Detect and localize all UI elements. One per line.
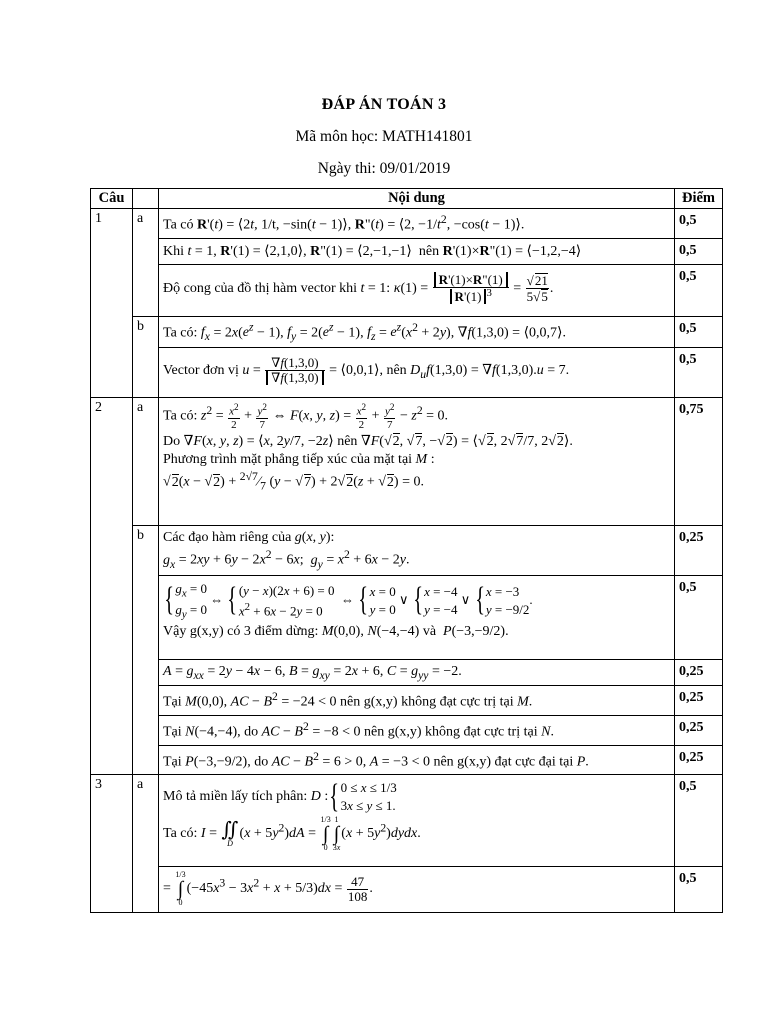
- content-cell: Mô tả miền lấy tích phân: D :{0 ≤ x ≤ 1/3 3x ≤ y ≤ 1. Ta có: I = ∬ D $(x + 5y^2)dA$ = 1/3 ∫ 0 1 ∫ 3x $(x + 5y^2)dydx$.: [159, 775, 675, 867]
- table-row: [91, 867, 723, 913]
- score-cell: 0,25: [675, 526, 723, 575]
- table-row: [91, 398, 723, 526]
- text-label: nên: [418, 243, 440, 259]
- score-cell: 0,25: [675, 745, 723, 775]
- text-label: và: [422, 623, 437, 639]
- content-cell: Ta có: $z^2$ = $\frac{x^2}{2}$ + $\frac{y^2}{7}$ ⇔ F(x, y, z) = $\frac{x^2}{2}$ + $\frac{y^2}{7}$ − $z^2 = 0$. Do ∇F(x, y, z) = ⟨x, 2y/7, −2z⟩ nên ∇F(√2, √7, −√2) = ⟨√2, 2√7/7, 2√2⟩. Phương trình mặt phẳng tiếp xúc của mặt tại M : $√2(x - √2) + ^{2√7}⁄_7$ (y − √7) + 2√2(z + √2) = 0.: [159, 398, 675, 526]
- text-label: nên g(x,y) không đạt cực trị tại: [364, 724, 538, 740]
- header-question: Câu: [91, 189, 133, 209]
- text-label: nên g(x,y) không đạt cực trị tại: [340, 695, 514, 711]
- content-cell: Ta có R'(t) = ⟨2t, 1/t, −sin(t − 1)⟩, R"(t) = ⟨2, $-1/t^2$, −cos(t − 1)⟩.: [159, 209, 675, 239]
- table-row: [91, 316, 723, 347]
- header-content: Nội dung: [159, 189, 675, 209]
- question-number: 3: [91, 775, 133, 913]
- part-label: b: [133, 316, 159, 397]
- text-label: Mô tả miền lấy tích phân:: [163, 789, 308, 805]
- score-cell: 0,5: [675, 264, 723, 316]
- table-row: [91, 209, 723, 239]
- part-label: a: [133, 775, 159, 913]
- content-cell: Tại M(0,0), AC − $B^2 = -24 < 0$ nên g(x,y) không đạt cực trị tại M.: [159, 686, 675, 716]
- score-cell: 0,5: [675, 575, 723, 659]
- content-cell: $A = g_{xx} = 2y - 4x - 6$, $B = g_{xy} = 2x + 6$, $C = g_{yy} = -2$.: [159, 659, 675, 686]
- text-label: Ta có: [163, 217, 194, 233]
- score-cell: 0,5: [675, 775, 723, 867]
- content-cell: Ta có: $f_x = 2x(e^z - 1)$, $f_y = 2(e^z - 1)$, $f_z = e^z(x^2 + 2y)$, ∇f(1,3,0) = ⟨0,0,7⟩.: [159, 316, 675, 347]
- text-label: Tại: [163, 695, 182, 711]
- content-cell: = 1/3 ∫ 0 $(-45x^3 - 3x^2 + x + 5/3)dx$ = $\frac{47}{108}$ .: [159, 867, 675, 913]
- score-cell: 0,25: [675, 659, 723, 686]
- course-code: Mã môn học: MATH141801: [295, 128, 473, 145]
- question-number: 2: [91, 398, 133, 775]
- score-cell: 0,75: [675, 398, 723, 526]
- content-cell: Khi t = 1, R'(1) = ⟨2,1,0⟩, R"(1) = ⟨2,−1,−1⟩ nên R'(1)×R"(1) = ⟨−1,2,−4⟩: [159, 238, 675, 264]
- score-cell: 0,5: [675, 316, 723, 347]
- score-cell: 0,25: [675, 716, 723, 746]
- header-score: Điểm: [675, 189, 723, 209]
- table-row: [91, 575, 723, 659]
- part-label: a: [133, 209, 159, 317]
- exam-date: Ngày thi: 09/01/2019: [317, 160, 451, 177]
- text-label: Vậy g(x,y) có 3 điểm dừng:: [163, 623, 319, 639]
- text-label: Vector đơn vị: [163, 363, 239, 379]
- text-label: Ta có:: [163, 408, 198, 424]
- content-cell: Tại P(−3,−9/2), do AC − $B^2 = 6 > 0$, A = −3 < 0 nên g(x,y) đạt cực đại tại P.: [159, 745, 675, 775]
- table-row: [91, 526, 723, 575]
- text-label: nên: [386, 363, 407, 379]
- content-cell: Độ cong của đồ thị hàm vector khi t = 1: κ(1) = $\frac{R'(1)\times R"(1)}{R'(1) ^3}$ = $\frac{√21}{5√5}$ .: [159, 264, 675, 316]
- text-label: Do: [163, 433, 181, 449]
- content-cell: Vector đơn vị u = $\frac{\nabla f(1,3,0)}{\nabla f(1,3,0)}$ = ⟨0,0,1⟩, nên $D_uf(1,3,0) = \nabla f(1,3,0).u = 7$.: [159, 348, 675, 398]
- content-cell: Các đạo hàm riêng của g(x, y): $g_x = 2xy + 6y - 2x^2 - 6x$; $g_y = x^2 + 6x - 2y$.: [159, 526, 675, 575]
- score-cell: 0,5: [675, 867, 723, 913]
- table-row: [91, 264, 723, 316]
- text-label: nên: [337, 433, 358, 449]
- table-row: [91, 238, 723, 264]
- table-row: [91, 686, 723, 716]
- text-label: nên g(x,y) đạt cực đại tại: [433, 754, 574, 770]
- score-cell: 0,5: [675, 348, 723, 398]
- question-number: 1: [91, 209, 133, 398]
- table-row: [91, 745, 723, 775]
- text-label: Khi: [163, 243, 184, 259]
- table-row: [91, 716, 723, 746]
- text-label: Độ cong của đồ thị hàm vector khi: [163, 280, 358, 296]
- score-cell: 0,5: [675, 238, 723, 264]
- text-label: Ta có:: [163, 826, 198, 842]
- page-title: ĐÁP ÁN TOÁN 3: [321, 96, 447, 113]
- table-row: [91, 348, 723, 398]
- header-part: [133, 189, 159, 209]
- text-label: Tại: [163, 754, 182, 770]
- part-label: a: [133, 398, 159, 526]
- table-row: [91, 659, 723, 686]
- text-label: Tại: [163, 724, 182, 740]
- score-cell: 0,25: [675, 686, 723, 716]
- text-label: Các đạo hàm riêng của: [163, 530, 292, 546]
- score-cell: 0,5: [675, 209, 723, 239]
- table-header-row: [91, 189, 723, 209]
- text-label: Phương trình mặt phẳng tiếp xúc của mặt tại: [163, 451, 413, 467]
- table-row: [91, 775, 723, 867]
- content-cell: Tại N(−4,−4), do AC − $B^2 = -8 < 0$ nên g(x,y) không đạt cực trị tại N.: [159, 716, 675, 746]
- text-label: Ta có:: [163, 325, 198, 341]
- part-label: b: [133, 526, 159, 775]
- content-cell: {$g_x = 0$ $g_y = 0$ ⇔ {(y − x)(2x + 6) = 0 $x^2 + 6x - 2y = 0$ ⇔ {x = 0 y = 0 ∨ {x = −4 y = −4 ∨ {x = −3 y = −9/2. Vậy g(x,y) có 3 điểm dừng: M(0,0), N(−4,−4) và P(−3,−9/2).: [159, 575, 675, 659]
- answer-table: [90, 188, 723, 913]
